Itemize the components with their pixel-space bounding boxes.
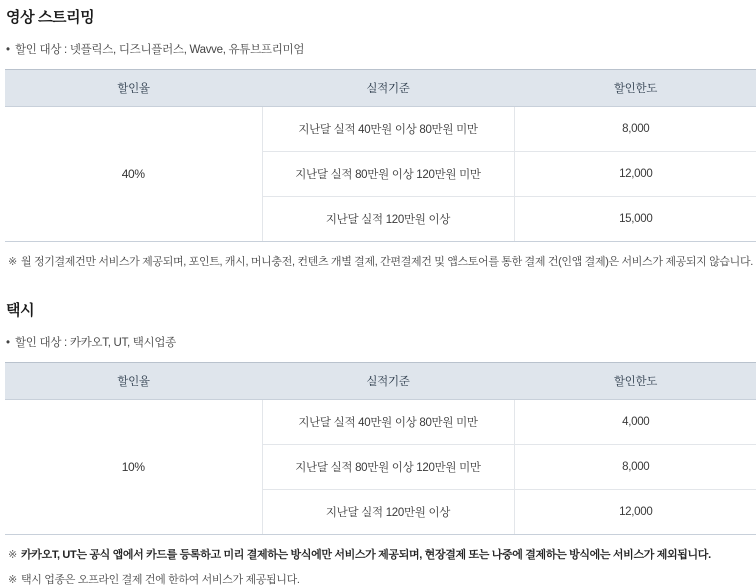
note-text: 월 정기결제건만 서비스가 제공되며, 포인트, 캐시, 머니충전, 컨텐츠 개별 결제, 간편결제건 및 앱스토어를 통한 결제 건(인앱 결제)은 서비스가 제공되지 않습니다. [21, 256, 753, 268]
column-header-criteria: 실적기준 [262, 363, 514, 400]
column-header-discount-rate: 할인율 [5, 363, 262, 400]
note-taxi-1 [0, 546, 756, 562]
limit-value: 4,000 [514, 400, 756, 445]
table-header-taxi [5, 363, 756, 400]
section-title-video-streaming: 영상 스트리밍 [6, 9, 95, 26]
discount-rate-value: 10% [5, 400, 262, 535]
note-text: 택시 업종은 오프라인 결제 건에 한하여 서비스가 제공됩니다. [21, 574, 300, 586]
limit-value: 15,000 [514, 197, 756, 242]
bullet-icon: • [6, 44, 10, 56]
table-header-row [5, 363, 756, 400]
limit-value: 8,000 [514, 445, 756, 490]
criteria-value: 지난달 실적 80만원 이상 120만원 미만 [262, 152, 514, 197]
column-header-limit: 할인한도 [514, 70, 756, 107]
note-text: 카카오T, UT는 공식 앱에서 카드를 등록하고 미리 결제하는 방식에만 서비스가 제공되며, 현장결제 또는 나중에 결제하는 방식에는 서비스가 제외됩니다. [21, 549, 711, 561]
discount-rate-value: 40% [5, 107, 262, 242]
table-header-video-streaming [5, 70, 756, 107]
table-header-row [5, 70, 756, 107]
section-title-taxi: 택시 [6, 302, 35, 319]
eligibility-line-taxi [0, 334, 756, 350]
rate-table-video-streaming [5, 69, 756, 242]
section-video-streaming [0, 6, 756, 269]
column-header-limit: 할인한도 [514, 363, 756, 400]
criteria-value: 지난달 실적 80만원 이상 120만원 미만 [262, 445, 514, 490]
table-body-video-streaming [5, 107, 756, 242]
section-taxi [0, 299, 756, 587]
note-mark-icon: ※ [8, 549, 17, 561]
criteria-value: 지난달 실적 120만원 이상 [262, 197, 514, 242]
limit-value: 8,000 [514, 107, 756, 152]
table-row [5, 400, 756, 445]
criteria-value: 지난달 실적 40만원 이상 80만원 미만 [262, 400, 514, 445]
rate-table-taxi [5, 362, 756, 535]
eligibility-text-video-streaming: 할인 대상 : 넷플릭스, 디즈니플러스, Wavve, 유튜브프리미엄 [15, 44, 305, 56]
note-video-streaming-1 [0, 253, 756, 269]
note-mark-icon: ※ [8, 256, 17, 268]
note-taxi-2 [0, 571, 756, 587]
limit-value: 12,000 [514, 152, 756, 197]
eligibility-text-taxi: 할인 대상 : 카카오T, UT, 택시업종 [15, 337, 176, 349]
limit-value: 12,000 [514, 490, 756, 535]
column-header-criteria: 실적기준 [262, 70, 514, 107]
column-header-discount-rate: 할인율 [5, 70, 262, 107]
criteria-value: 지난달 실적 40만원 이상 80만원 미만 [262, 107, 514, 152]
table-body-taxi [5, 400, 756, 535]
bullet-icon: • [6, 337, 10, 349]
criteria-value: 지난달 실적 120만원 이상 [262, 490, 514, 535]
note-mark-icon: ※ [8, 574, 17, 586]
eligibility-line-video-streaming [0, 41, 756, 57]
table-row [5, 107, 756, 152]
